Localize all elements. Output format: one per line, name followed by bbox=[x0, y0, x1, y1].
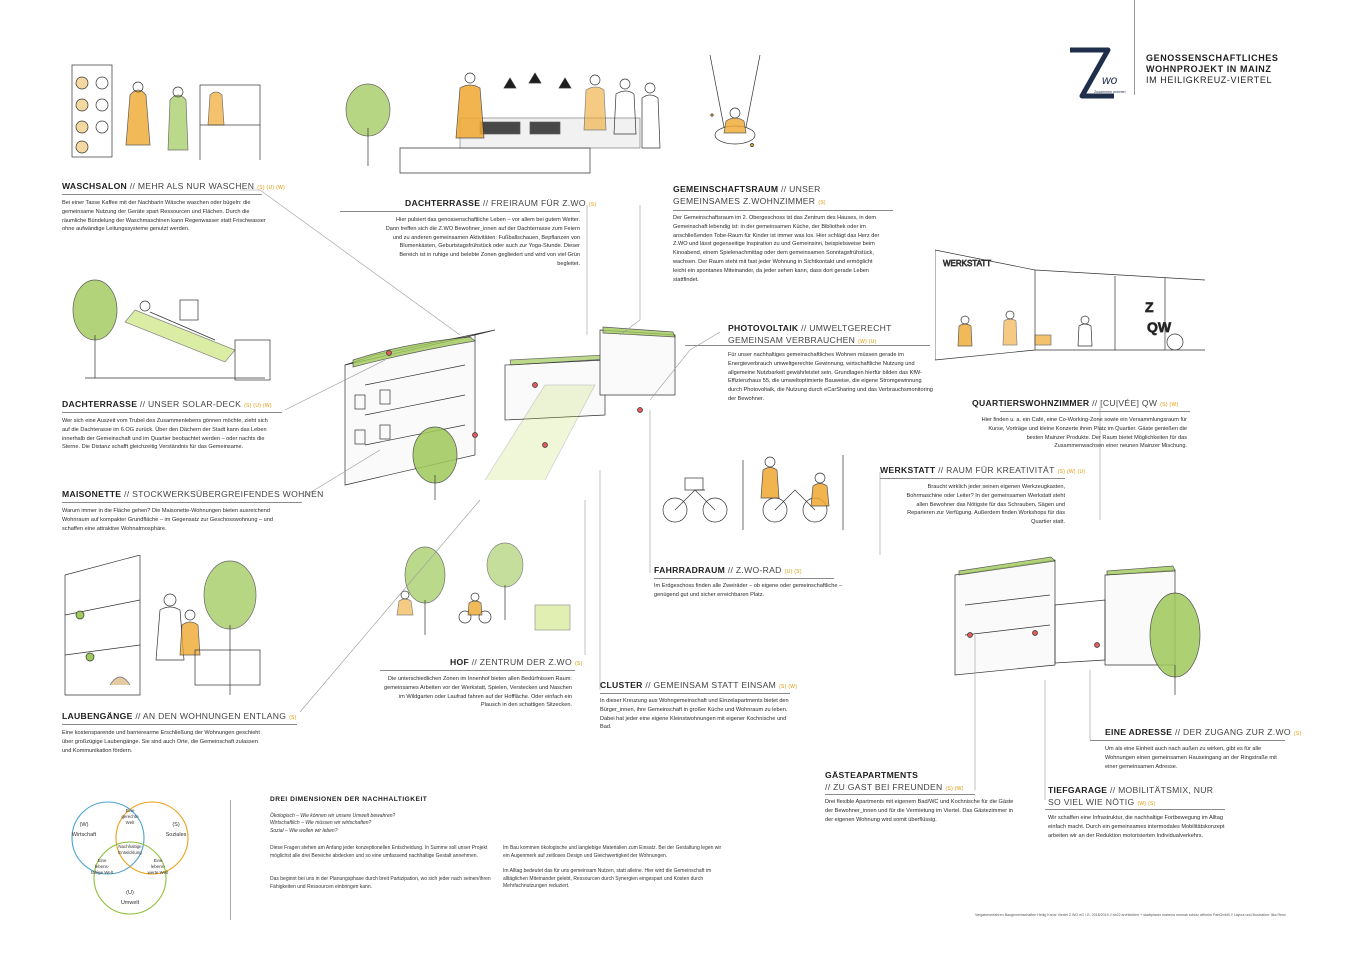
venn-ws-2: gerechte bbox=[121, 814, 139, 819]
cluster-rule bbox=[600, 693, 790, 694]
cluster-subtitle: // GEMEINSAM STATT EINSAM bbox=[642, 680, 777, 690]
gaesteapartments-title bbox=[825, 769, 985, 795]
venn-ws-1: Eine bbox=[125, 808, 135, 813]
svg-text:QW: QW bbox=[1147, 319, 1172, 335]
venn-center-2: Entwicklung bbox=[118, 850, 142, 855]
dachterrasse-solar-rule bbox=[62, 412, 282, 413]
photovoltaik-rule bbox=[685, 345, 930, 346]
gaesteapartments-heading: GÄSTEAPARTMENTS bbox=[825, 770, 919, 780]
quartierswohnzimmer-tag: (S) (W) bbox=[1160, 402, 1179, 408]
venn-ws-3: Welt bbox=[125, 820, 135, 825]
dimensions-p2: Das beginnt bei uns in der Planungsphase durch breit Partizipation, wo sich jeder nach seinen/ihren Fähigkeiten und Ressourcen einbringen kann. bbox=[270, 876, 491, 890]
venn-u-label: Umwelt bbox=[120, 900, 140, 906]
venn-su-1: Eine bbox=[153, 858, 163, 863]
gemeinschaftsraum-heading: GEMEINSCHAFTSRAUM bbox=[673, 184, 779, 194]
photovoltaik-subtitle: // UMWELTGERECHT GEMEINSAM VERBRAUCHEN bbox=[728, 323, 892, 345]
venn-wu-1: Eine bbox=[97, 858, 107, 863]
dachterrasse-freiraum-heading: DACHTERRASSE bbox=[405, 198, 481, 208]
photovoltaik-heading: PHOTOVOLTAIK bbox=[728, 323, 799, 333]
gemeinschaftsraum-rule bbox=[673, 210, 893, 211]
photovoltaik-text: Für unser nachhaltiges gemeinschaftliches Wohnen müssen gerade im Energieverbrauch umweltgerechte Gewinnung, wirtschaftliche Nutzung und allgemeine Nutzbarkeit gewährleistet sein. Grundlagen hierfür bilden das KfW-Effizienzhaus 55, die umweltoptimierte Bauweise, die eigene Stromgewinnung durch Photovoltaik, die Nutzung durch eCarSharing und das Verbrauchsmonitoring der Bewohner. bbox=[728, 352, 933, 402]
cluster-title bbox=[600, 679, 797, 693]
tiefgarage-title bbox=[1048, 784, 1218, 810]
hof-subtitle: // ZENTRUM DER Z.WO bbox=[469, 657, 572, 667]
cluster-tag: (S) (W) bbox=[779, 684, 798, 690]
werkstatt-subtitle: // RAUM FÜR KREATIVITÄT bbox=[935, 465, 1055, 475]
gemeinschaftsraum-text: Der Gemeinschaftsraum im 2. Obergeschoss ist das Zentrum des Hauses, in dem Gemeinschaft lebendig ist: in der gemeinsamen Küche, der Bibliothek oder im anschließenden Tobe-Raum für Kinder ist immer was los. Hier schlägt das Herz der Z.WO und lässt gegenseitige Inspiration zu und Gemeinsinn, beispielsweise beim Kinoabend, einem Spielenachmittag oder dem gemeinsamen Sonntagsfrühstück, wachsen. Der Raum steht mit fast jeder Wohnung in Sichtkontakt und ermöglicht leicht ein spontanes Miteinander, da jeder sehen kann, dass dort gerade Leben stattfindet. bbox=[673, 215, 880, 283]
svg-text:Z: Z bbox=[1145, 299, 1154, 315]
fahrradraum-heading: FAHRRADRAUM bbox=[654, 565, 726, 575]
gemeinschaftsraum-subtitle: // UNSER GEMEINSAMES Z.WOHNZIMMER bbox=[673, 184, 821, 206]
venn-diagram bbox=[60, 790, 200, 925]
venn-su-3: werte Welt bbox=[147, 870, 169, 875]
maisonette-rule bbox=[62, 502, 302, 503]
tiefgarage-rule bbox=[1045, 809, 1225, 810]
waschsalon-rule bbox=[62, 194, 262, 195]
dimensions-q2: Wirtschaftlich – Wie müssen wir wirtschaften? bbox=[270, 820, 372, 827]
fahrradraum-text: Im Erdgeschoss finden alle Zweiräder – ob eigene oder gemeinschaftliche – genügend gut und sicher erreichbaren Platz. bbox=[654, 583, 843, 598]
venn-u-letter: (U) bbox=[126, 890, 134, 896]
dimensions-questions bbox=[270, 813, 500, 835]
title-line-1: GENOSSENSCHAFTLICHES bbox=[1146, 53, 1279, 63]
dimensions-p1: Diese Fragen stehen am Anfang jeder konzeptionellen Entscheidung. In Summe soll unser Projekt möglichst alle drei Bereiche abdecken und so eine umfassend nachhaltige Gestalt annehmen. bbox=[270, 845, 488, 859]
eine-adresse-title bbox=[1105, 726, 1301, 740]
cluster-heading: CLUSTER bbox=[600, 680, 643, 690]
credits: Vergabeverfahren Baugemeinschaften Heilig Kreuz Viertel Z.WO eG i.G. 2018/2019 // bb22 architekten + stadtplaner mahena mosrak schulz wilhelm PartGmbB // Layout und Illustration: Ilka Renz bbox=[975, 913, 1286, 917]
werkstatt-rule bbox=[880, 478, 1065, 479]
dimensions-p3: Im Bau kommen ökologische und langlebige Materialien zum Einsatz. Bei der Gestaltung legen wir ein Augenmerk auf zeitloses Design und Gleichwertigkeit der Wohnungen. bbox=[503, 845, 722, 859]
venn-center-1: Nachhaltige bbox=[118, 844, 142, 849]
gaesteapartments-text: Drei flexible Apartments mit eigenem Bad/WC und Kochnische für die Gäste der Bewohner_innen und für die Vermietung im Viertel. Das Gästezimmer in der eigenen Wohnung wird somit überflüssig. bbox=[825, 799, 1014, 823]
maisonette-heading: MAISONETTE bbox=[62, 489, 122, 499]
waschsalon-text: Bei einer Tasse Kaffee mit der Nachbarin Wäsche waschen oder bügeln: die gemeinsame Nutzung der Geräte spart Ressourcen und Flächen. Durch die räumliche Bündelung der Waschmaschinen kann Regenwasser statt Frischwasser ohne aufwändige Leitungssysteme genutzt werden. bbox=[62, 200, 266, 233]
eine-adresse-subtitle: // DER ZUGANG ZUR Z.WO bbox=[1172, 727, 1291, 737]
venn-w-label: Wirtschaft bbox=[71, 832, 97, 838]
gaesteapartments-tag: (S) (W) bbox=[945, 786, 964, 792]
dachterrasse-freiraum-tag: (S) bbox=[588, 202, 597, 208]
werkstatt-text: Braucht wirklich jeder seinen eigenen Werkzeugkasten, Bohrmaschine oder Leiter? In der gemeinsamen Werkstatt steht allen Bewohner das Nötigste für das Schrauben, Sägen und Reparieren zur Verfügung. Außerdem finden Workshops für das Quartier statt. bbox=[906, 484, 1065, 526]
logo-subtitle: Zusammen wohnen eG i.G. bbox=[1094, 90, 1126, 99]
hof-text: Die unterschiedlichen Zonen im Innenhof bieten allen Bedürfnissen Raum: gemeinsames Arbeiten vor der Werkstatt, Spielen, Verstecken und Naschen im Wildgarten oder Laufrad fahren auf der Hoffläche. Oder einfach ein Plausch in den schattigen Sitzecken. bbox=[383, 676, 572, 709]
photovoltaik-tag: (W) (U) bbox=[858, 339, 877, 345]
fahrradraum-rule bbox=[654, 578, 834, 579]
quartierswohnzimmer-heading: QUARTIERSWOHNZIMMER bbox=[972, 398, 1090, 408]
eine-adresse-text: Um als eine Einheit auch nach außen zu wirken, gibt es für alle Wohnungen einen gemeinsamen Hauseingang an der Ringstraße mit einer gemeinsamen Adresse. bbox=[1105, 746, 1277, 770]
dachterrasse-solar-heading: DACHTERRASSE bbox=[62, 399, 138, 409]
gemeinschaftsraum-title bbox=[673, 183, 888, 209]
dachterrasse-freiraum-text: Hier pulsiert das genossenschaftliche Leben – vor allem bei gutem Wetter. Dann treffen sich die Z.WO Bewohner_innen auf der Dachterrasse zum Feiern und zu anderen gemeinsamen Aktivitäten: Fußballschauen, Bepflanzen von Blumenkästen, Geburtstagsfrühstück oder auch zur Yoga-Stunde. Dieser Bereich ist in ruhige und belebte Zonen gegliedert und wird von viel Grün begleitet. bbox=[385, 217, 580, 267]
dimensions-p4: Im Alltag bedeutet das für uns gemeinsam Nutzen, statt alleine. Hier wird die Gemeinschaft im alltäglichen Miteinander gelebt, Ressourcen durch Synergien eingespart und Kosten durch Mehrfachnutzungen reduziert. bbox=[503, 868, 712, 890]
venn-su-2: lebens- bbox=[150, 864, 166, 869]
fahrradraum-subtitle: // Z.WO-RAD bbox=[725, 565, 782, 575]
fahrradraum-title bbox=[654, 564, 802, 578]
gemeinschaftsraum-tag: (S) bbox=[818, 200, 826, 206]
waschsalon-heading: WASCHSALON bbox=[62, 181, 128, 191]
tiefgarage-text: Wir schaffen eine Infrastruktur, die nachhaltige Fortbewegung im Alltag einfach macht. Durch ein gemeinsames intermodales Mobilitätskonzept arbeiten wir an der Reduktion motorisierten Individualverkehrs. bbox=[1048, 815, 1225, 839]
venn-s-label: Soziales bbox=[165, 832, 187, 838]
venn-s-letter: (S) bbox=[172, 822, 180, 828]
maisonette-title bbox=[62, 488, 324, 500]
cluster-text: In dieser Kreuzung aus Wohngemeinschaft und Einzelapartments bietet den Bürger_innen, ihre Gemeinschaft in großer Küche und Wohnraum zu leben. Dabei hat jeder eine eigene Kleinstwohnungen mit eigener Kochnische und Bad. bbox=[600, 698, 789, 731]
gaesteapartments-rule bbox=[825, 794, 975, 795]
dimensions-q3: Sozial – Wie wollen wir leben? bbox=[270, 827, 338, 834]
laubengaenge-title bbox=[62, 710, 297, 724]
quartierswohnzimmer-text: Hier finden u. a. ein Café, eine Co-Working-Zone sowie ein Versammlungsraum für Kurse, Vorträge und kleine Konzerte ihren Platz im Quartier. Gäste genießen die besten Mainzer Produkte. Der Raum bietet Möglichkeiten für das Zusammenwachsen einer neunen Mainzer Mischung. bbox=[981, 417, 1187, 450]
eine-adresse-rule bbox=[1090, 740, 1285, 741]
quartierswohnzimmer-subtitle: // [CU|VÉE] QW bbox=[1089, 398, 1158, 408]
dachterrasse-freiraum-rule bbox=[340, 211, 580, 212]
waschsalon-subtitle: // MEHR ALS NUR WASCHEN bbox=[127, 181, 255, 191]
quartierswohnzimmer-rule bbox=[1000, 411, 1190, 412]
maisonette-text: Warum immer in die Fläche gehen? Die Maisonette-Wohnungen bieten ausreichend Wohnraum auf kompakter Grundfläche – im Gegensatz zur Geschosswohnung – und schaffen eine attraktive Wohnatmosphäre. bbox=[62, 508, 274, 532]
laubengaenge-rule bbox=[62, 724, 297, 725]
dimensions-title: DREI DIMENSIONEN DER NACHHALTIGKEIT bbox=[270, 796, 428, 803]
svg-text:wo: wo bbox=[1102, 73, 1118, 87]
dimensions-divider bbox=[230, 800, 231, 920]
venn-w-letter: (W) bbox=[79, 822, 89, 828]
waschsalon-tag: (S) (U) (W) bbox=[257, 185, 286, 191]
waschsalon-title bbox=[62, 180, 285, 194]
dachterrasse-solar-text: Wer sich eine Auszeit vom Trubel des Zusammenlebens gönnen möchte, zieht sich auf die Dachterasse im 6.OG zurück. Über den Dächern der Stadt kann das Leben innerhalb der Gemeinschaft und im Quartier beobachtet werden – oder nachts die Sterne. Die Distanz schafft gleichzeitig Verständnis für das Gemeinsame. bbox=[62, 418, 268, 451]
fahrradraum-tag: (U) (S) bbox=[784, 569, 802, 575]
maisonette-subtitle: // STOCKWERKSÜBERGREIFENDES WOHNEN bbox=[121, 489, 324, 499]
title-line-3: IM HEILIGKREUZ-VIERTEL bbox=[1146, 75, 1273, 85]
gaesteapartments-subtitle: // ZU GAST BEI FREUNDEN bbox=[825, 782, 943, 792]
svg-text:WERKSTATT: WERKSTATT bbox=[943, 259, 992, 268]
laubengaenge-tag: (S) bbox=[289, 715, 297, 721]
laubengaenge-subtitle: // AN DEN WOHNUNGEN ENTLANG bbox=[132, 711, 287, 721]
title-line-2: WOHNPROJEKT IN MAINZ bbox=[1146, 64, 1272, 74]
tiefgarage-heading: TIEFGARAGE bbox=[1048, 785, 1108, 795]
hof-title bbox=[450, 656, 583, 670]
venn-wu-2: lebens- bbox=[94, 864, 110, 869]
tiefgarage-tag: (W) (S) bbox=[1137, 801, 1156, 807]
eine-adresse-heading: EINE ADRESSE bbox=[1105, 727, 1173, 737]
laubengaenge-heading: LAUBENGÄNGE bbox=[62, 711, 133, 721]
dachterrasse-solar-tag: (S) (U) (W) bbox=[244, 403, 272, 409]
dachterrasse-solar-subtitle: // UNSER SOLAR-DECK bbox=[137, 399, 242, 409]
tiefgarage-subtitle: // MOBILITÄTSMIX, NUR SO VIEL WIE NÖTIG bbox=[1048, 785, 1214, 807]
werkstatt-title bbox=[880, 464, 1085, 478]
werkstatt-tag: (S) (W) (U) bbox=[1057, 469, 1086, 475]
dachterrasse-solar-title bbox=[62, 398, 272, 412]
dachterrasse-freiraum-title bbox=[405, 197, 596, 211]
venn-wu-3: fähige Welt bbox=[91, 870, 113, 875]
hof-rule bbox=[380, 670, 575, 671]
dimensions-q1: Ökologisch – Wie können wir unsere Umwelt bewahren? bbox=[270, 813, 396, 819]
hof-heading: HOF bbox=[450, 657, 470, 667]
hof-tag: (S) bbox=[574, 661, 583, 667]
eine-adresse-tag: (S) bbox=[1293, 731, 1302, 737]
laubengaenge-text: Eine kostensparende und barrierearme Erschließung der Wohnungen geschieht über großzügige Laubengänge. Sie sind auch Orte, die Gemeinschaft zulassen und Kommunikation fördern. bbox=[62, 730, 260, 754]
quartierswohnzimmer-title bbox=[972, 397, 1179, 411]
dachterrasse-freiraum-subtitle: // FREIRAUM FÜR Z.WO bbox=[480, 198, 586, 208]
werkstatt-heading: WERKSTATT bbox=[880, 465, 936, 475]
